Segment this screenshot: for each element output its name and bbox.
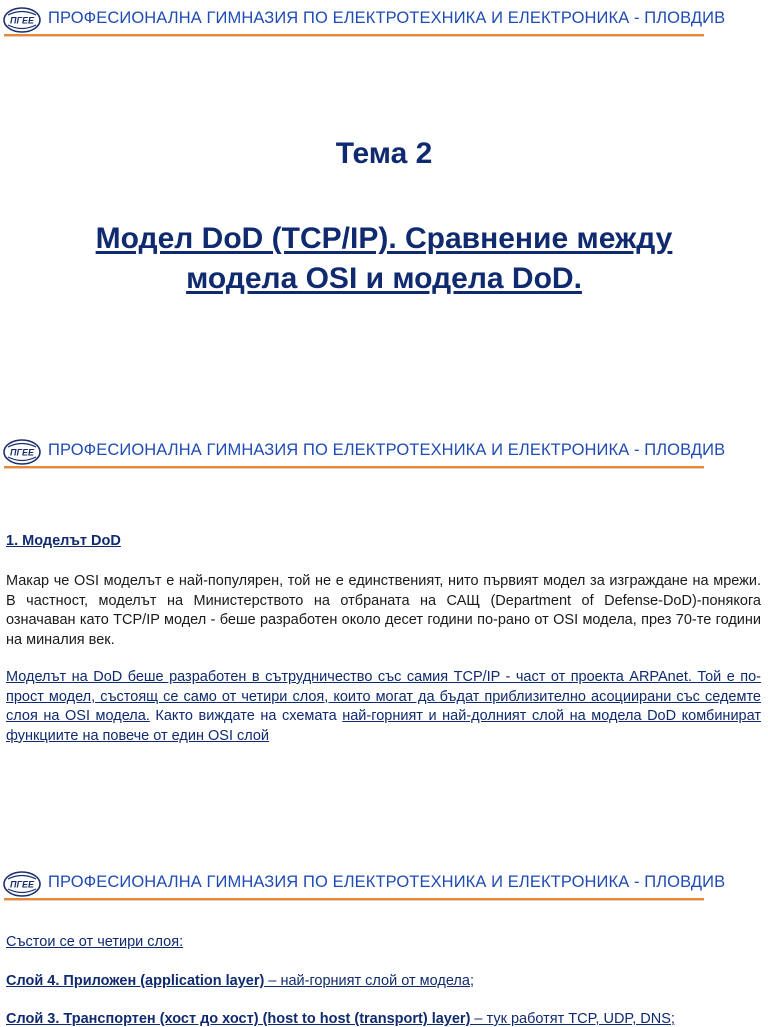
layer-4-desc: – най-горният слой от модела; [268, 973, 474, 989]
topic-title-line2: модела OSI и модела DoD. [186, 262, 582, 295]
school-logo-icon [2, 438, 42, 466]
header-divider-shadow [4, 36, 704, 37]
header-divider-shadow [4, 468, 704, 469]
paragraph-dod [6, 668, 761, 746]
layer-4-line [6, 973, 761, 989]
school-logo-icon [2, 6, 42, 34]
layer-3-label: Слой 3. Транспортен (хост до хост) (host to host (transport) layer) [6, 1011, 471, 1027]
slide-header [0, 864, 768, 904]
paragraph-dod-part2: Както виждате на схемата [149, 708, 343, 724]
layer-4-label: Слой 4. Приложен (application layer) [6, 973, 269, 989]
paragraph-intro: Макар че OSI моделът е най-популярен, той не е единственият, нито първият модел за изграждане на мрежи. В частност, моделът на Министерството на отбраната на САЩ (Department of Defense-DoD)-понякога означаван като TCP/IP модел - беше разработен около десет години по-рано от OSI модела, през 70-те години на миналия век. [6, 573, 761, 648]
slide-title [0, 0, 768, 416]
paragraph-dod-part1: Моделът на DoD беше разработен в сътрудничество със самия TCP/IP - част от проекта ARPAnet. Той е по-прост модел, състоящ се само от четири слоя, които могат да бъдат приблизително асоциирани със седемте слоя на OSI модела. [6, 669, 761, 724]
school-logo-icon [2, 870, 42, 898]
layer-3-desc: – тук работят TCP, UDP, DNS; [470, 1011, 675, 1027]
svg-text:ПГЕЕ: ПГЕЕ [9, 879, 35, 890]
school-name: ПРОФЕСИОНАЛНА ГИМНАЗИЯ ПО ЕЛЕКТРОТЕХНИКА И ЕЛЕКТРОНИКА - ПЛОВДИВ [48, 873, 726, 891]
layers-intro-text: Състои се от четири слоя: [6, 934, 184, 950]
slide-layers [0, 864, 768, 1027]
slide-separator [0, 416, 768, 432]
layer-3-line [6, 1011, 761, 1027]
topic-number: Тема 2 [335, 137, 433, 170]
paragraph-dod-part3: най-горният и най-долният слой на модела DoD комбинират функциите на повече от един OSI слой [6, 708, 761, 744]
layers-intro [6, 934, 761, 950]
school-name: ПРОФЕСИОНАЛНА ГИМНАЗИЯ ПО ЕЛЕКТРОТЕХНИКА И ЕЛЕКТРОНИКА - ПЛОВДИВ [48, 441, 726, 459]
school-name: ПРОФЕСИОНАЛНА ГИМНАЗИЯ ПО ЕЛЕКТРОТЕХНИКА И ЕЛЕКТРОНИКА - ПЛОВДИВ [48, 9, 726, 27]
topic-title-line1: Модел DoD (TCP/IP). Сравнение между [95, 222, 673, 255]
slide-dod-model [0, 432, 768, 848]
svg-text:ПГЕЕ: ПГЕЕ [9, 15, 35, 26]
header-divider-shadow [4, 900, 704, 901]
slide-separator [0, 848, 768, 864]
section-title: 1. Моделът DoD [6, 533, 121, 549]
slide-header [0, 0, 768, 40]
slide-header [0, 432, 768, 472]
svg-text:ПГЕЕ: ПГЕЕ [9, 447, 35, 458]
topic-title [30, 219, 738, 299]
